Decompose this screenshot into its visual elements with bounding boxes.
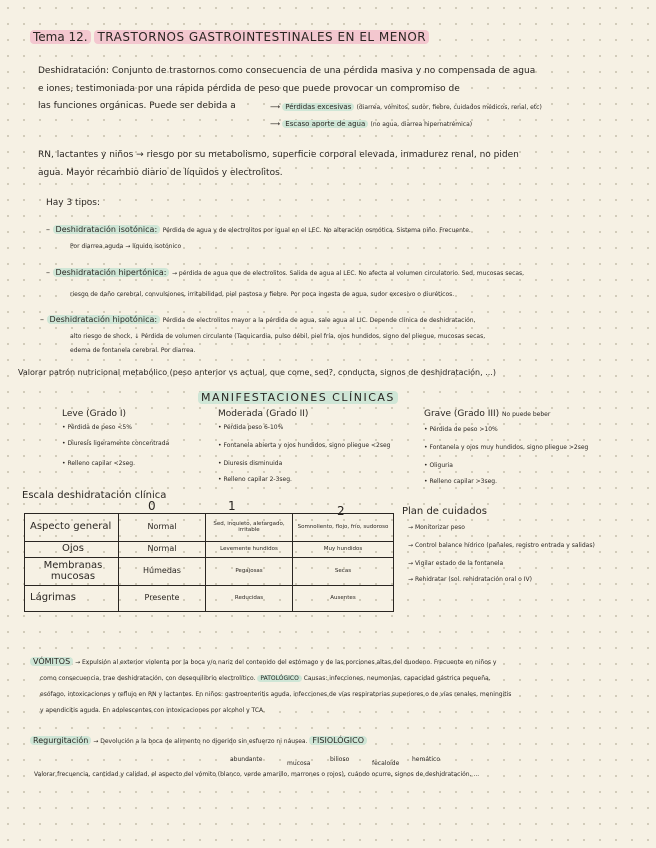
vomit-line-1: VÓMITOS → Expulsión al exterior violenta por la boca y/o nariz del contenido del estómago y de las porciones altas del duodeno. Frecuente en niños y xyxy=(30,657,496,667)
manifestations-title: MANIFESTACIONES CLÍNICAS xyxy=(198,391,398,404)
col-severe-note: No puede beber xyxy=(502,411,551,418)
hypotonic-label: Deshidratación hipotónica: xyxy=(47,315,161,324)
col-moderate-item-1: • Pérdida peso 6-10% xyxy=(218,424,284,431)
cell: Pegajosas xyxy=(206,558,293,586)
care-item-2: → Control balance hídrico (pañales, registro entrada y salidas) xyxy=(408,542,595,549)
col-mild-title: Leve (Grado I) xyxy=(62,409,127,419)
col-mild-item-2: • Diuresis ligeramente concentrada xyxy=(62,440,170,447)
newborn-line-1: RN, lactantes y niños → riesgo por su metabolismo, superficie corporal elevada, inmadurez renal, no piden xyxy=(38,150,519,160)
regurg-annot-2: mucosa xyxy=(287,760,311,767)
col-severe-item-3: • Oliguria xyxy=(424,462,453,469)
table-row xyxy=(25,558,394,586)
cause-1-label: Pérdidas excesivas xyxy=(282,103,354,111)
row-label: Ojos xyxy=(25,542,119,558)
cell: Ausentes xyxy=(293,586,394,612)
hypertonic-text-2: riesgo de daño cerebral, convulsiones, irritabilidad, piel pastosa y fiebre. Por poca ingesta de agua, sudor excesivo o diuréticos. xyxy=(70,291,455,298)
cell: Secas xyxy=(293,558,394,586)
cell: Muy hundidos xyxy=(293,542,394,558)
col-moderate-item-2: • Fontanela abierta y ojos hundidos, signo pliegue <2seg xyxy=(218,442,391,449)
title-text: TRASTORNOS GASTROINTESTINALES EN EL MENOR xyxy=(94,30,429,44)
scale-header-1: 1 xyxy=(228,499,236,513)
type-isotonic: – Deshidratación isotónica: Pérdida de agua y de electrolitos por igual en el LEC. No alteración osmótica. Sistema niño. Frecuente. xyxy=(46,225,471,234)
col-severe-title: Grave (Grado III) No puede beber xyxy=(424,409,551,419)
scale-header-2: 2 xyxy=(337,504,345,518)
cause-2 xyxy=(270,120,472,129)
arrow-icon: ⟶ xyxy=(270,103,281,111)
regurg-line-2: Valorar frecuencia, cantidad y calidad, el aspecto del vómito (blanco, verde amarillo, marrones o rojos), cuándo ocurre, signos de deshidratación, ... xyxy=(34,771,480,778)
hypertonic-text-1: → pérdida de agua que de electrolitos. Salida de agua al LEC. No afecta al volumen circulatorio. Sed, mucosas secas, xyxy=(171,270,525,277)
cause-2-detail: (no agua, diarrea hipernatrémica) xyxy=(370,121,473,128)
definition-line-2: e iones, testimoniada por una rápida pérdida de peso que puede provocar un compromiso de xyxy=(38,84,460,94)
arrow-icon: ⟶ xyxy=(270,120,281,128)
regurg-label: Regurgitación xyxy=(30,736,91,745)
col-mild-item-3: • Relleno capilar <2seg. xyxy=(62,460,135,467)
title-number: Tema 12. xyxy=(30,30,91,44)
vomit-line-2: como consecuencia, trae deshidratación, con desequilibrio electrolítico. PATOLÓGICO Causas: infecciones, neumonías, capacidad gástrica pequeña, xyxy=(40,675,491,682)
row-label: Aspecto general xyxy=(25,514,119,542)
type-hypertonic: – Deshidratación hipertónica: → pérdida de agua que de electrolitos. Salida de agua al LEC. No afecta al volumen circulatorio. Sed, mucosas secas, xyxy=(46,268,525,277)
col-moderate-item-4: • Relleno capilar 2-3seg. xyxy=(218,476,292,483)
assess-line: Valorar patrón nutricional metabólico (peso anterior vs actual, que come, sed?, conducta, signos de deshidratación, ...) xyxy=(18,368,496,377)
vomit-tag: PATOLÓGICO xyxy=(257,675,301,682)
definition-line-3: las funciones orgánicas. Puede ser debida a xyxy=(38,101,236,111)
isotonic-text-1: Pérdida de agua y de electrolitos por igual en el LEC. No alteración osmótica. Sistema niño. Frecuente. xyxy=(162,227,471,234)
types-heading: Hay 3 tipos: xyxy=(46,198,101,208)
care-item-3: → Vigilar estado de la fontanela xyxy=(408,560,504,567)
col-severe-item-4: • Relleno capilar >3seg. xyxy=(424,478,497,485)
scale-header-0: 0 xyxy=(148,499,156,513)
page-title xyxy=(30,31,429,45)
cell: Normal xyxy=(119,514,206,542)
table-row xyxy=(25,542,394,558)
col-moderate-title: Moderada (Grado II) xyxy=(218,409,309,419)
cell: Presente xyxy=(119,586,206,612)
cell: Normal xyxy=(119,542,206,558)
table-row xyxy=(25,514,394,542)
definition-line-1: Deshidratación: Conjunto de trastornos como consecuencia de una pérdida masiva y no compensada de agua xyxy=(38,66,536,76)
hypotonic-text-1: Pérdida de electrolitos mayor a la pérdida de agua, sale agua al LIC. Depende clínica de deshidratación, xyxy=(162,317,476,324)
col-moderate-item-3: • Diuresis disminuida xyxy=(218,460,283,467)
row-label: Lágrimas xyxy=(25,586,119,612)
regurg-line-1: Regurgitación → Devolución a la boca de alimento no digerido sin esfuerzo ni náusea. FISIOLÓGICO xyxy=(30,736,367,746)
cell: Levemente hundidos xyxy=(206,542,293,558)
vomit-line-3: esófago, intoxicaciones y reflujo en RN y lactantes. En niños: gastroenteritis aguda, infecciones de vías respiratorias superiores o de vías renales, meningitis xyxy=(40,691,512,698)
care-item-1: → Monitorizar peso xyxy=(408,524,465,531)
isotonic-label: Deshidratación isotónica: xyxy=(53,225,161,234)
regurg-annot-3: bilioso xyxy=(330,756,350,763)
cell: Sed, inquieto, aletargado, irritable xyxy=(206,514,293,542)
isotonic-text-2: Por diarrea aguda → líquido isotónico xyxy=(70,243,182,250)
cell: Húmedas xyxy=(119,558,206,586)
manifestations-heading xyxy=(198,392,398,405)
cell: Somnoliento, flojo, frío, sudoroso xyxy=(293,514,394,542)
table-row xyxy=(25,586,394,612)
regurg-annot-5: hemático xyxy=(412,756,441,763)
col-mild-item-1: • Pérdida de peso <5% xyxy=(62,424,132,431)
scale-title: Escala deshidratación clínica xyxy=(22,490,167,501)
care-item-4: → Rehidratar (sol. rehidratación oral o IV) xyxy=(408,576,532,583)
regurg-annot-1: abundante xyxy=(230,756,263,763)
vomit-line-4: y apendicitis aguda. En adolescentes con intoxicaciones por alcohol y TCA. xyxy=(40,707,265,714)
cell: Reducidas xyxy=(206,586,293,612)
col-severe-item-2: • Fontanela y ojos muy hundidos, signo pliegue >2seg xyxy=(424,444,589,451)
newborn-line-2: agua. Mayor recambio diario de líquidos y electrolitos. xyxy=(38,168,283,178)
type-hypotonic: – Deshidratación hipotónica: Pérdida de electrolitos mayor a la pérdida de agua, sale agua al LIC. Depende clínica de deshidratación, xyxy=(40,315,476,324)
vomit-label: VÓMITOS xyxy=(30,657,73,666)
regurg-tag: FISIOLÓGICO xyxy=(309,736,367,745)
dehydration-scale-table xyxy=(24,513,394,612)
row-label: Membranas mucosas xyxy=(25,558,119,586)
hypertonic-label: Deshidratación hipertónica: xyxy=(53,268,170,277)
hypotonic-text-3: edema de fontanela cerebral. Por diarrea. xyxy=(70,347,196,354)
cause-1 xyxy=(270,103,542,112)
col-severe-item-1: • Pérdida de peso >10% xyxy=(424,426,498,433)
regurg-annot-4: fecaloide xyxy=(372,760,400,767)
care-title: Plan de cuidados xyxy=(402,506,487,517)
cause-1-detail: (diarrea, vómitos, sudor, fiebre, cuidados médicos, renal, etc) xyxy=(356,104,542,111)
hypotonic-text-2: alto riesgo de shock, ↓ Pérdida de volumen circulante (Taquicardia, pulso débil, piel fría, ojos hundidos, signo del pliegue, mucosas secas, xyxy=(70,333,486,340)
cause-2-label: Escaso aporte de agua xyxy=(282,120,368,128)
